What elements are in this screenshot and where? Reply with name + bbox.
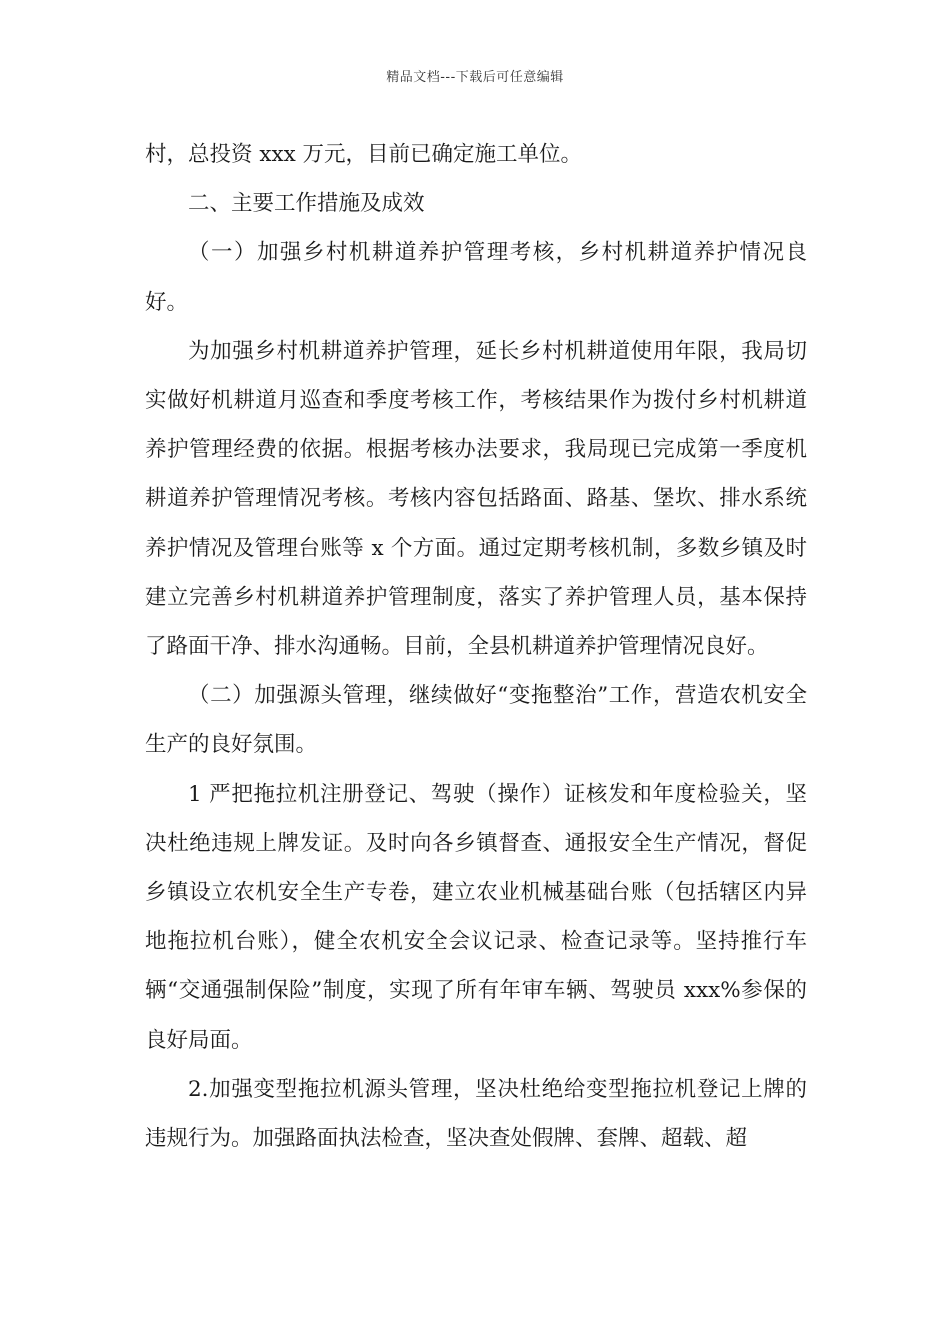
paragraph: 村，总投资 xxx 万元，目前已确定施工单位。 <box>145 142 583 167</box>
subsection-heading: （一）加强乡村机耕道养护管理考核，乡村机耕道养护情况良好。 <box>145 240 807 315</box>
subsection-heading: （二）加强源头管理，继续做好“变拖整治”工作，营造农机安全生产的良好氛围。 <box>145 683 807 758</box>
document-body <box>145 130 807 1163</box>
paragraph: 1 严把拖拉机注册登记、驾驶（操作）证核发和年度检验关，坚决杜绝违规上牌发证。及时向各乡镇督查、通报安全生产情况，督促乡镇设立农机安全生产专卷，建立农业机械基础台账（包括辖区内异地拖拉机台账），健全农机安全会议记录、检查记录等。坚持推行车辆“交通强制保险”制度，实现了所有年审车辆、驾驶员 xxx%参保的良好局面。 <box>145 781 807 1053</box>
paragraph: 为加强乡村机耕道养护管理，延长乡村机耕道使用年限，我局切实做好机耕道月巡查和季度考核工作，考核结果作为拨付乡村机耕道养护管理经费的依据。根据考核办法要求，我局现已完成第一季度机耕道养护管理情况考核。考核内容包括路面、路基、堡坎、排水系统养护情况及管理台账等 x 个方面。通过定期考核机制，多数乡镇及时建立完善乡村机耕道养护管理制度，落实了养护管理人员，基本保持了路面干净、排水沟通畅。目前，全县机耕道养护管理情况良好。 <box>145 338 807 660</box>
page-header: 精品文档---下载后可任意编辑 <box>386 70 564 85</box>
paragraph: 2.加强变型拖拉机源头管理，坚决杜绝给变型拖拉机登记上牌的违规行为。加强路面执法检查，坚决查处假牌、套牌、超载、超 <box>145 1076 807 1152</box>
section-heading: 二、主要工作措施及成效 <box>188 191 425 217</box>
